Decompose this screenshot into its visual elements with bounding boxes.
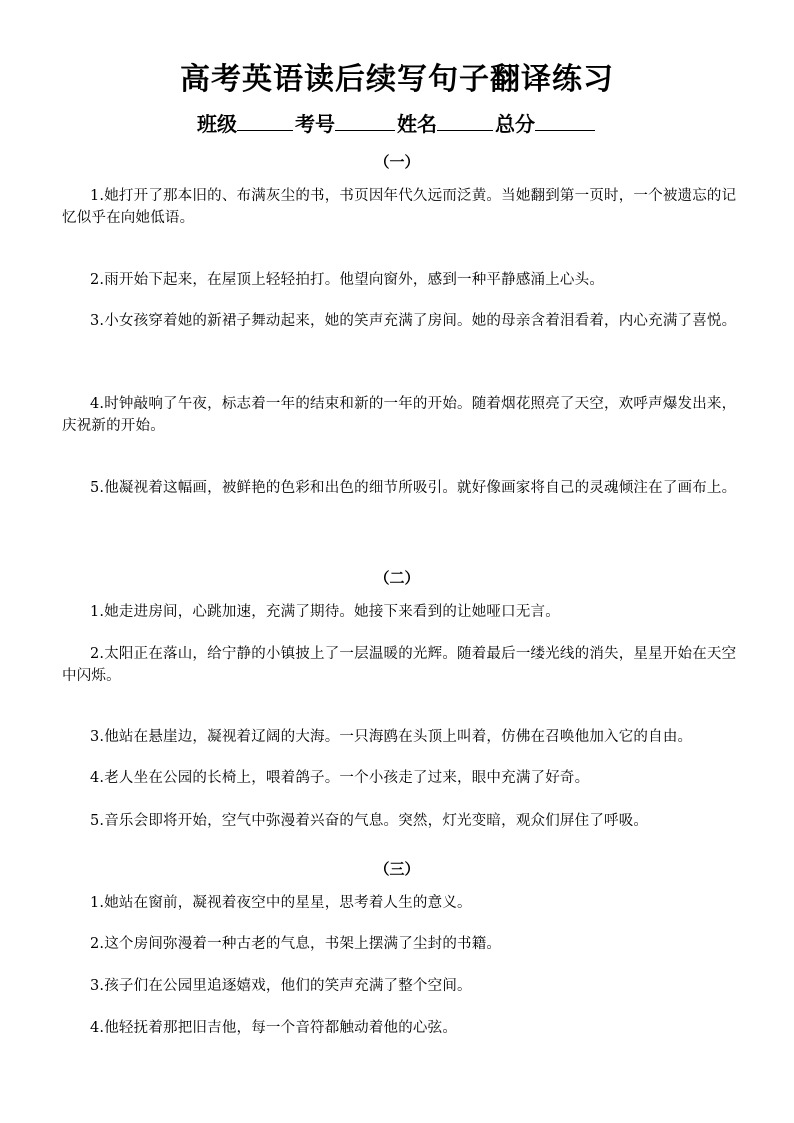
total-score-label: 总分 bbox=[495, 112, 535, 136]
page-title: 高考英语读后续写句子翻译练习 bbox=[180, 62, 614, 97]
sentence-item: 1.她打开了那本旧的、布满灰尘的书，书页因年代久远而泛黄。当她翻到第一页时，一个被遗忘的记忆似乎在向她低语。 bbox=[62, 188, 737, 226]
total-score-blank bbox=[535, 110, 595, 131]
exam-number-label: 考号 bbox=[295, 112, 335, 136]
sentence-item: 2.雨开始下起来，在屋顶上轻轻拍打。他望向窗外，感到一种平静感涌上心头。 bbox=[90, 272, 605, 288]
sentence-item: 2.这个房间弥漫着一种古老的气息，书架上摆满了尘封的书籍。 bbox=[90, 936, 502, 952]
exam-number-blank bbox=[335, 110, 395, 131]
class-label: 班级 bbox=[197, 112, 237, 136]
sentence-item: 5.音乐会即将开始，空气中弥漫着兴奋的气息。突然，灯光变暗，观众们屏住了呼吸。 bbox=[90, 813, 649, 829]
student-info-line bbox=[0, 110, 794, 138]
sentence-item: 3.孩子们在公园里追逐嬉戏，他们的笑声充满了整个空间。 bbox=[90, 978, 472, 994]
name-blank bbox=[437, 110, 493, 131]
name-label: 姓名 bbox=[397, 112, 437, 136]
sentence-item: 4.他轻抚着那把旧吉他，每一个音符都触动着他的心弦。 bbox=[90, 1020, 458, 1036]
section-heading-1: （一） bbox=[374, 153, 420, 171]
sentence-item: 3.他站在悬崖边，凝视着辽阔的大海。一只海鸥在头顶上叫着，仿佛在召唤他加入它的自由。 bbox=[90, 729, 693, 745]
section-heading-2: （二） bbox=[374, 569, 420, 587]
sentence-item: 1.她站在窗前，凝视着夜空中的星星，思考着人生的意义。 bbox=[90, 895, 472, 911]
section-heading-3: （三） bbox=[374, 860, 420, 878]
sentence-item: 4.老人坐在公园的长椅上，喂着鸽子。一个小孩走了过来，眼中充满了好奇。 bbox=[90, 770, 590, 786]
sentence-item: 3.小女孩穿着她的新裙子舞动起来，她的笑声充满了房间。她的母亲含着泪看着，内心充满了喜悦。 bbox=[90, 313, 737, 329]
sentence-item: 5.他凝视着这幅画，被鲜艳的色彩和出色的细节所吸引。就好像画家将自己的灵魂倾注在了画布上。 bbox=[90, 480, 737, 496]
class-blank bbox=[237, 110, 293, 131]
sentence-item: 4.时钟敲响了午夜，标志着一年的结束和新的一年的开始。随着烟花照亮了天空，欢呼声爆发出来，庆祝新的开始。 bbox=[62, 396, 737, 434]
sentence-item: 1.她走进房间，心跳加速，充满了期待。她接下来看到的让她哑口无言。 bbox=[90, 604, 560, 620]
sentence-item: 2.太阳正在落山，给宁静的小镇披上了一层温暖的光辉。随着最后一缕光线的消失，星星开始在天空中闪烁。 bbox=[62, 646, 737, 684]
